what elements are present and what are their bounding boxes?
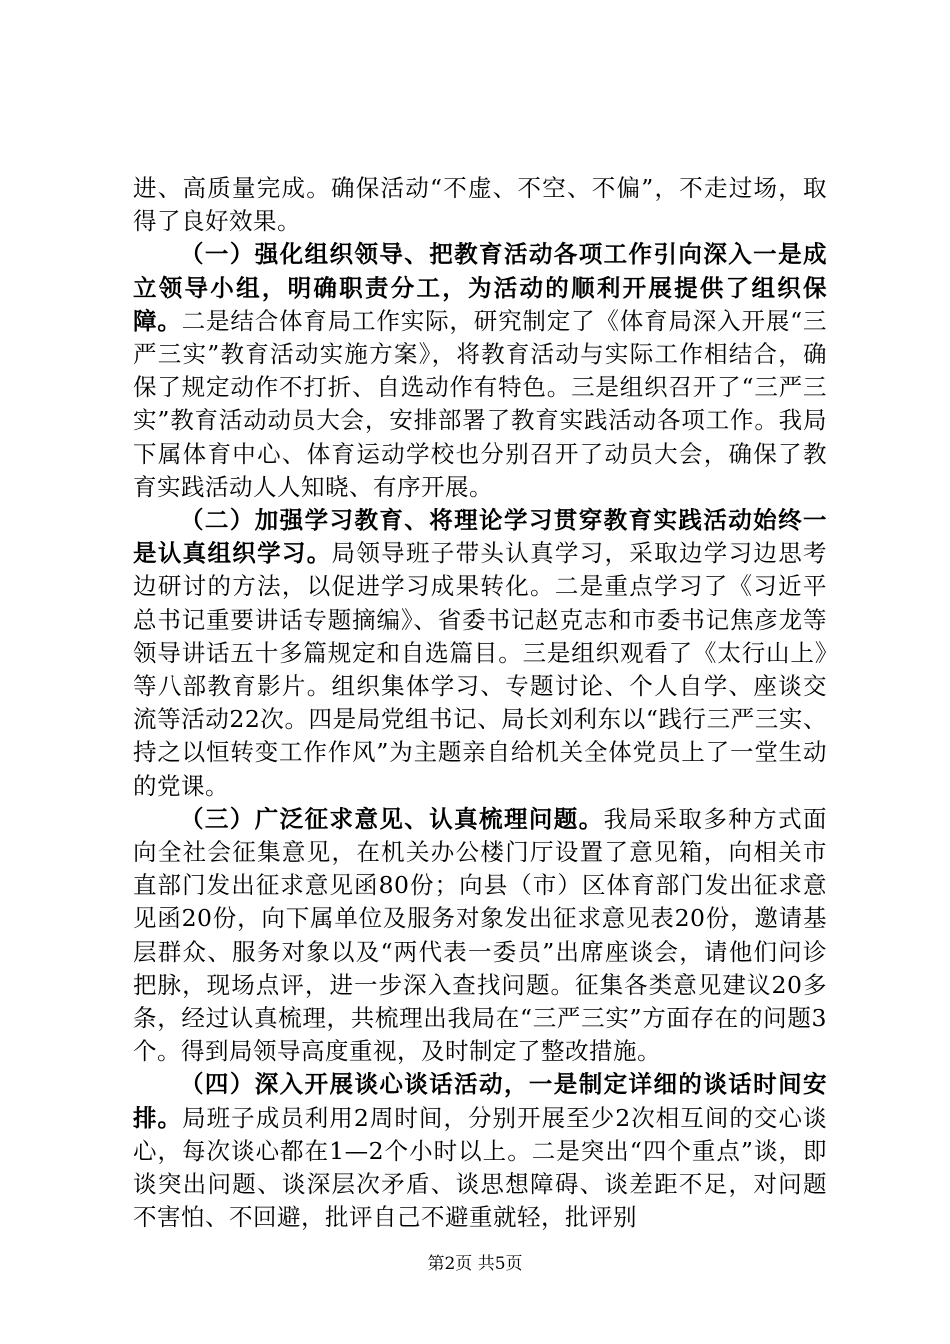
paragraph-text: 进、高质量完成。确保活动“不虚、不空、不偏”，不走过场，取得了良好效果。 [133,174,827,236]
paragraph-bold-lead: （二）加强学习教育、将理论学习贯穿教育实践活动始终一是认真组织学习。 [133,506,827,568]
paragraph-section-4 [133,1068,827,1234]
paragraph-bold-lead: （四）深入开展谈心谈话活动，一是制定详细的谈话时间安排。 [133,1070,827,1132]
document-body [133,172,827,1235]
paragraph-bold-lead: （一）强化组织领导、把教育活动各项工作引向深入一是成立领导小组，明确职责分工，为活动的顺利开展提供了组织保障。 [133,240,827,335]
paragraph-text: 局班子成员利用2周时间，分别开展至少2次相互间的交心谈心，每次谈心都在1—2个小时以上。二是突出“四个重点”谈，即谈突出问题、谈深层次矛盾、谈思想障碍、谈差距不足，对问题不害怕、不回避，批评自己不避重就轻，批评别 [133,1103,827,1232]
page-number-label: 第2页 共5页 [427,1254,523,1274]
paragraph-section-2 [133,504,827,803]
paragraph-text: 二是结合体育局工作实际，研究制定了《体育局深入开展“三严三实”教育活动实施方案》，将教育活动与实际工作相结合，确保了规定动作不打折、自选动作有特色。三是组织召开了“三严三实”教育活动动员大会，安排部署了教育实践活动各项工作。我局下属体育中心、体育运动学校也分别召开了动员大会，确保了教育实践活动人人知晓、有序开展。 [133,306,828,501]
paragraph-text: 我局采取多种方式面向全社会征集意见，在机关办公楼门厅设置了意见箱，向相关市直部门发出征求意见函80份；向县（市）区体育部门发出征求意见函20份，向下属单位及服务对象发出征求意见表20份，邀请基层群众、服务对象以及“两代表一委员”出席座谈会，请他们问诊把脉，现场点评，进一步深入查找问题。征集各类意见建议20多条，经过认真梳理，共梳理出我局在“三严三实”方面存在的问题3个。得到局领导高度重视，及时制定了整改措施。 [133,804,828,1066]
paragraph-text: 局领导班子带头认真学习，采取边学习边思考边研讨的方法，以促进学习成果转化。二是重点学习了《习近平总书记重要讲话专题摘编》、省委书记赵克志和市委书记焦彦龙等领导讲话五十多篇规定和自选篇目。三是组织观看了《太行山上》等八部教育影片。组织集体学习、专题讨论、个人自学、座谈交流等活动22次。四是局党组书记、局长刘利东以“践行三严三实、持之以恒转变工作作风”为主题亲自给机关全体党员上了一堂生动的党课。 [133,539,828,800]
page-footer [0,1254,950,1274]
paragraph-intro-continuation [133,172,827,238]
paragraph-section-1 [133,238,827,504]
paragraph-section-3 [133,803,827,1069]
paragraph-bold-lead: （三）广泛征求意见、认真梳理问题。 [180,804,604,833]
